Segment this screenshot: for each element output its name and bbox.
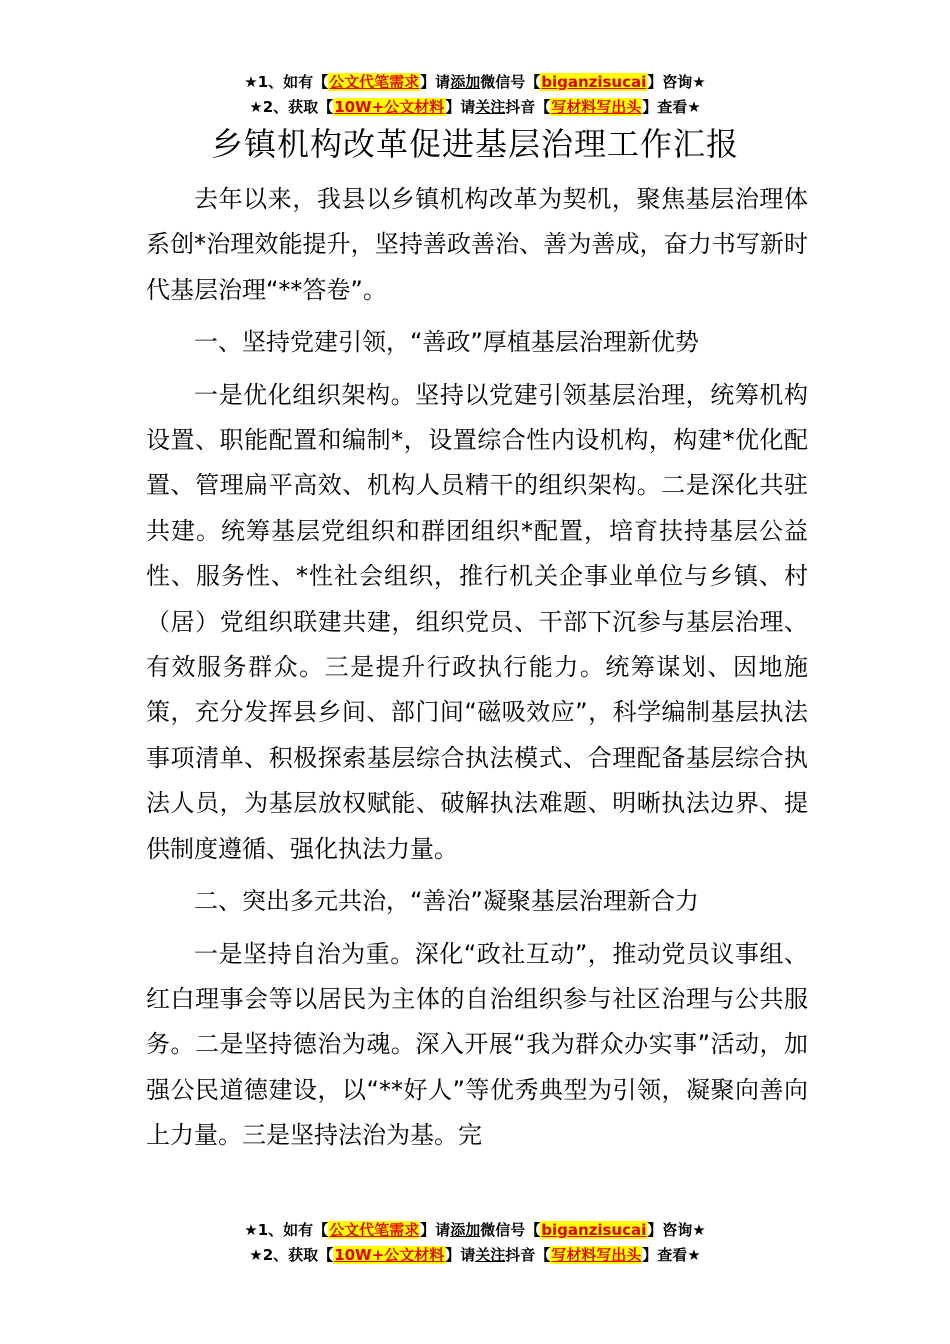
promo-underlined: 添加 — [450, 73, 481, 91]
promo-text: 】请 — [420, 1221, 451, 1239]
promo-underlined: 关注 — [475, 1246, 506, 1264]
promo-text: 】请 — [420, 73, 451, 91]
promo-line-1 — [0, 70, 950, 95]
promo-text: 】咨询★ — [647, 73, 706, 91]
promo-text: ★1、如有【 — [244, 1221, 329, 1239]
promo-text: 微信号【 — [480, 1221, 541, 1239]
promo-text: ★2、获取【 — [249, 1246, 334, 1264]
body-paragraph: 去年以来，我县以乡镇机构改革为契机，聚焦基层治理体系创*治理效能提升，坚持善政善治、善为善成，奋力书写新时代基层治理“**答卷”。 — [146, 185, 808, 304]
body-paragraph: 一是优化组织架构。坚持以党建引领基层治理，统筹机构设置、职能配置和编制*，设置综合性内设机构，构建*优化配置、管理扁平高效、机构人员精干的组织架构。二是深化共驻共建。统筹基层党组织和群团组织*配置，培育扶持基层公益性、服务性、*性社会组织，推行机关企事业单位与乡镇、村（居）党组织联建共建，组织党员、干部下沉参与基层治理、有效服务群众。三是提升行政执行能力。统筹谋划、因地施策，充分发挥县乡间、部门间“磁吸效应”，科学编制基层执法事项清单、积极探索基层综合执法模式、合理配备基层综合执法人员，为基层放权赋能、破解执法难题、明晰执法边界、提供制度遵循、强化执法力量。 — [146, 380, 808, 863]
body-paragraph: 一是坚持自治为重。深化“政社互动”，推动党员议事组、红白理事会等以居民为主体的自治组织参与社区治理与公共服务。二是坚持德治为魂。深入开展“我为群众办实事”活动，加强公民道德建设，以“**好人”等优秀典型为引领，凝聚向善向上力量。三是坚持法治为基。完 — [146, 939, 808, 1150]
promo-highlight: 公文代笔需求 — [329, 73, 420, 91]
promo-text: 抖音【 — [505, 1246, 551, 1264]
promo-text: 】查看★ — [642, 1246, 701, 1264]
promo-text: 】查看★ — [642, 98, 701, 116]
promo-text: ★1、如有【 — [244, 73, 329, 91]
promo-text: 】请 — [445, 98, 476, 116]
promo-highlight: biganzisucai — [541, 73, 647, 91]
promo-line-1 — [0, 1218, 950, 1243]
promo-header — [0, 70, 950, 120]
promo-underlined: 关注 — [475, 98, 506, 116]
promo-highlight: 10W+公文材料 — [334, 1246, 445, 1264]
promo-footer — [0, 1218, 950, 1268]
page-title: 乡镇机构改革促进基层治理工作汇报 — [210, 125, 739, 163]
promo-text: 微信号【 — [480, 73, 541, 91]
promo-text: 抖音【 — [505, 98, 551, 116]
promo-highlight: 写材料写出头 — [551, 98, 642, 116]
document-body — [146, 177, 808, 1159]
promo-text: ★2、获取【 — [249, 98, 334, 116]
promo-highlight: biganzisucai — [541, 1221, 647, 1239]
promo-highlight: 写材料写出头 — [551, 1246, 642, 1264]
section-heading: 一、坚持党建引领，“善政”厚植基层治理新优势 — [194, 328, 699, 357]
promo-highlight: 公文代笔需求 — [329, 1221, 420, 1239]
promo-text: 】咨询★ — [647, 1221, 706, 1239]
promo-text: 】请 — [445, 1246, 476, 1264]
promo-line-2 — [0, 1243, 950, 1268]
promo-underlined: 添加 — [450, 1221, 481, 1239]
promo-line-2 — [0, 95, 950, 120]
promo-highlight: 10W+公文材料 — [334, 98, 445, 116]
section-heading: 二、突出多元共治，“善治”凝聚基层治理新合力 — [194, 887, 699, 916]
